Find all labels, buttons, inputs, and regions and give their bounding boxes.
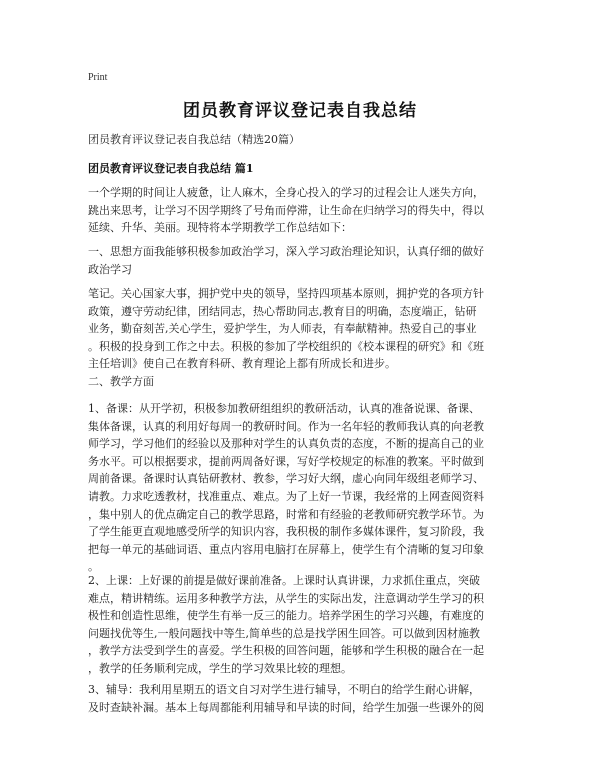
paragraph-intro <box>88 184 516 237</box>
text-line: 2、上课：上好课的前提是做好课前准备。上课时认真讲课，力求抓住重点，突破 <box>88 574 480 587</box>
text-line: 极性和创造性思维，使学生有举一反三的能力。培养学困生的学习兴趣，有难度的 <box>88 609 484 623</box>
paragraph-lesson-prep <box>88 400 516 576</box>
text-line: 了学生能更直观地感受所学的知识内容，我积极的制作多媒体课件，复习阶段，我 <box>88 525 484 539</box>
text-line: 一、思想方面我能够积极参加政治学习，深入学习政治理论知识，认真仔细的做好 <box>88 245 484 258</box>
text-line: 政治学习 <box>88 262 132 276</box>
text-line: 。积极的投身到工作之中去。积极的参加了学校组织的《校本课程的研究》和《班 <box>88 339 484 353</box>
text-line: 笔记。关心国家大事，拥护党中央的领导，坚持四项基本原则，拥护党的各项方针 <box>88 287 484 300</box>
text-line: 延续、升华、美丽。现特将本学期教学工作总结如下： <box>88 221 352 235</box>
text-line: 师学习，学习他们的经验以及那种对学生的认真负责的态度，不断的提高自己的业 <box>88 437 484 451</box>
text-line: 政策，遵守劳动纪律，团结同志，热心帮助同志,教育目的明确，态度端正，钻研 <box>88 304 477 318</box>
text-line: ，集中别人的优点确定自己的教学思路，时常和有经验的老教师研究教学环节。为 <box>88 507 484 521</box>
paragraph-teaching-heading <box>88 373 516 391</box>
paragraph-tutoring <box>88 681 516 716</box>
text-line: 二、教学方面 <box>88 375 154 388</box>
text-line: 把每一单元的基础词语、重点内容用电脑打在屏幕上，使学生有个清晰的复习印象 <box>88 542 484 556</box>
text-line: ，教学的任务顺利完成，学生的学习效果比较的理想。 <box>88 661 352 675</box>
subtitle: 团员教育评议登记表自我总结（精选20篇） <box>88 133 300 146</box>
print-label: Print <box>88 72 108 83</box>
text-line: 3、辅导：我利用星期五的语文自习对学生进行辅导，不明白的给学生耐心讲解， <box>88 683 480 696</box>
paragraph-ideology <box>88 285 516 373</box>
text-line: 跳出来思考，让学习不因学期终了号角而停滞，让生命在归纳学习的得失中，得以 <box>88 203 484 217</box>
text-line: 周前备课。备课时认真钻研教材、教参，学习好大纲，虚心向同年级组老师学习、 <box>88 472 484 486</box>
page-title: 团员教育评议登记表自我总结 <box>183 101 417 121</box>
section-title: 团员教育评议登记表自我总结 篇1 <box>88 162 254 175</box>
text-line: 一个学期的时间让人疲惫，让人麻木，全身心投入的学习的过程会让人迷失方向， <box>88 186 484 199</box>
text-line: 及时查缺补漏。基本上每周都能利用辅导和早读的时间，给学生加强一些课外的阅 <box>88 700 484 714</box>
text-line: 业务，勤奋刻苦,关心学生，爱护学生，为人师表，有奉献精神。热爱自己的事业 <box>88 322 477 336</box>
text-line: 集体备课，认真的利用好每周一的教研时间。作为一名年轻的教师我认真的向老教 <box>88 419 484 433</box>
text-line: 主任培训》使自己在教育科研、教育理论上都有所成长和进步。 <box>88 357 396 371</box>
text-line: 请教。力求吃透教材，找准重点、难点。为了上好一节课，我经常的上网查阅资料 <box>88 489 484 503</box>
paragraph-ideology-heading <box>88 243 516 278</box>
text-line: 1、备课：从开学初，积极参加教研组组织的教研活动，认真的准备说课、备课、 <box>88 402 480 415</box>
text-line: 问题找优等生,一般问题找中等生,简单些的总是找学困生回答。可以做到因材施教 <box>88 626 480 640</box>
text-line: ，教学方法受到学生的喜爱。学生积极的回答问题，能够和学生积极的融合在一起 <box>88 644 484 658</box>
text-line: 务水平。可以根据要求，提前两周备好课，写好学校规定的标准的教案。平时做到 <box>88 454 484 468</box>
text-line: 难点，精讲精练。运用多种教学方法，从学生的实际出发，注意调动学生学习的积 <box>88 591 484 605</box>
text-line: 。 <box>88 560 99 574</box>
paragraph-class <box>88 572 516 678</box>
